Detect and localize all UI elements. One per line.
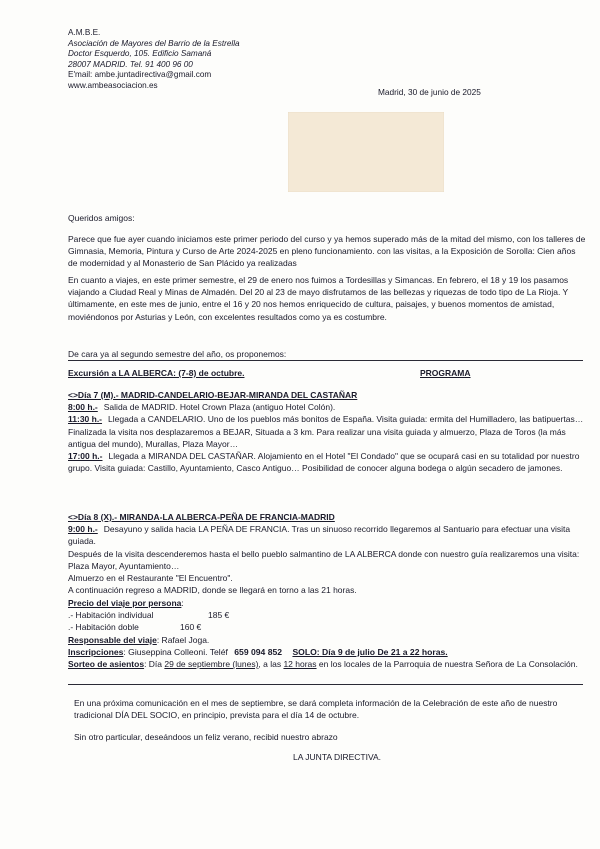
price-individual: .- Habitación individual 185 €: [68, 610, 230, 621]
trip-responsible: Responsable del viaje: Rafael Joga.: [68, 634, 210, 645]
trips-paragraph: En cuanto a viajes, en este primer semestre, el 29 de enero nos fuimos a Tordesillas y Simancas. En febrero, el 18 y 19 los pasamos viajando a Ciudad Real y Minas de Almadén. Del 20 al 23 de mayo disfrutamos de las bellezas y riquezas de todo tipo de La Rioja. Y últimamente, en este mes de junio, entre el 16 y 20 nos hemos enriquecido de cultura, paisajes, y buenos momentos de amistad, moviéndonos por Asturias y León, con excelentes resultados como ya es costumbre.: [68, 275, 569, 322]
day2-title: <>Día 8 (X).- MIRANDA-LA ALBERCA-PEÑA DE FRANCIA-MADRID: [68, 512, 335, 522]
price-double: .- Habitación doble 160 €: [68, 622, 202, 633]
org-address: Doctor Esquerdo, 105. Edificio Samaná: [68, 49, 212, 59]
day2-block: [68, 511, 586, 596]
signature: LA JUNTA DIRECTIVA.: [293, 752, 382, 762]
letter-date: Madrid, 30 de junio de 2025: [378, 87, 481, 97]
excursion-header: [68, 367, 586, 379]
programa-label: PROGRAMA: [420, 368, 471, 378]
day1-item-2-more: Finalizada la visita nos desplazaremos a BEJAR, Situada a 3 km. Para realizar una visita guiada y almuerzo, Plaza de Toros (la más antigua del mundo), Murallas, Plaza Mayor…: [68, 426, 566, 449]
day1-block: [68, 389, 586, 474]
prices-heading: Precio del viaje por persona:: [68, 598, 184, 608]
divider-top: [68, 360, 583, 361]
intro-paragraph: Parece que fue ayer cuando iniciamos este primer periodo del curso y ya hemos superado más de la mitad del mismo, con los talleres de Gimnasia, Memoria, Pintura y Curso de Arte 2024-2025 en pleno funcionamiento. con las visitas, a la Exposición de Sorolla: Cien años de modernidad y al Monasterio de San Plácido ya realizadas: [68, 234, 586, 269]
address-sticker: [288, 112, 444, 192]
greeting: Queridos amigos:: [68, 213, 135, 223]
inscriptions-line: Inscripciones: Giuseppina Colleoni. Teléf 659 094 852 SOLO: Día 9 de julio De 21 a 22 horas.: [68, 646, 448, 657]
org-website: www.ambeasociacion.es: [68, 80, 158, 90]
day1-item-2: 11:30 h.- Llegada a CANDELARIO. Uno de los pueblos más bonitos de España. Visita guiada: ermita del Humilladero, las batipuertas…: [68, 414, 584, 425]
day1-title: <>Día 7 (M).- MADRID-CANDELARIO-BEJAR-MIRANDA DEL CASTAÑAR: [68, 390, 358, 400]
day1-item-1: 8:00 h.- Salida de MADRID. Hotel Crown Plaza (antiguo Hotel Colón).: [68, 402, 336, 413]
day2-para-3: Almuerzo en el Restaurante "El Encuentro".: [68, 573, 233, 584]
org-acronym: A.M.B.E.: [68, 28, 101, 37]
org-name: Asociación de Mayores del Barrio de la Estrella: [68, 38, 240, 48]
next-communication: En una próxima comunicación en el mes de septiembre, se dará completa información de la Celebración de este año de nuestro tradicional DÍA DEL SOCIO, en principio, prevista para el día 14 de octubre.: [74, 698, 558, 721]
divider-bottom: [68, 684, 583, 685]
closing-text: Sin otro particular, deseándoos un feliz verano, recibid nuestro abrazo: [74, 732, 338, 742]
day1-item-3: 17:00 h.- Llegada a MIRANDA DEL CASTAÑAR. Alojamiento en el Hotel "El Condado" que se ocupará casi en su totalidad por nuestro grupo. Visita guiada: Castillo, Ayuntamiento, Casco Antiguo… Posibilidad de conocer alguna bodega o algún secadero de jamones.: [68, 451, 580, 474]
sorteo-line: Sorteo de asientos: Día 29 de septiembre (lunes), a las 12 horas en los locales de la Parroquia de nuestra Señora de La Consolación.: [68, 659, 578, 670]
day2-para-4: A continuación regreso a MADRID, donde se llegará en torno a las 21 horas.: [68, 585, 357, 596]
day2-item-1: 9:00 h.- Desayuno y salida hacia LA PEÑA DE FRANCIA. Tras un sinuoso recorrido llegaremos al Santuario para efectuar una visita guiada.: [68, 524, 571, 547]
inscriptions-solo: SOLO: Día 9 de julio De 21 a 22 horas.: [292, 646, 448, 657]
excursion-title: Excursión a LA ALBERCA: (7-8) de octubre.: [68, 368, 245, 378]
proposal-text: De cara ya al segundo semestre del año, os proponemos:: [68, 349, 287, 359]
day2-para-2: Después de la visita descenderemos hasta el bello pueblo salmantino de LA ALBERCA donde con nuestro guía realizaremos una visita: Plaza Mayor, Ayuntamiento…: [68, 548, 580, 571]
inscriptions-phone: 659 094 852: [234, 646, 283, 657]
org-city-phone: 28007 MADRID. Tel. 91 400 96 00: [68, 59, 193, 69]
letterhead: [68, 28, 240, 92]
prices-block: [68, 597, 586, 670]
org-email: E'mail: ambe.juntadirectiva@gmail.com: [68, 70, 212, 80]
